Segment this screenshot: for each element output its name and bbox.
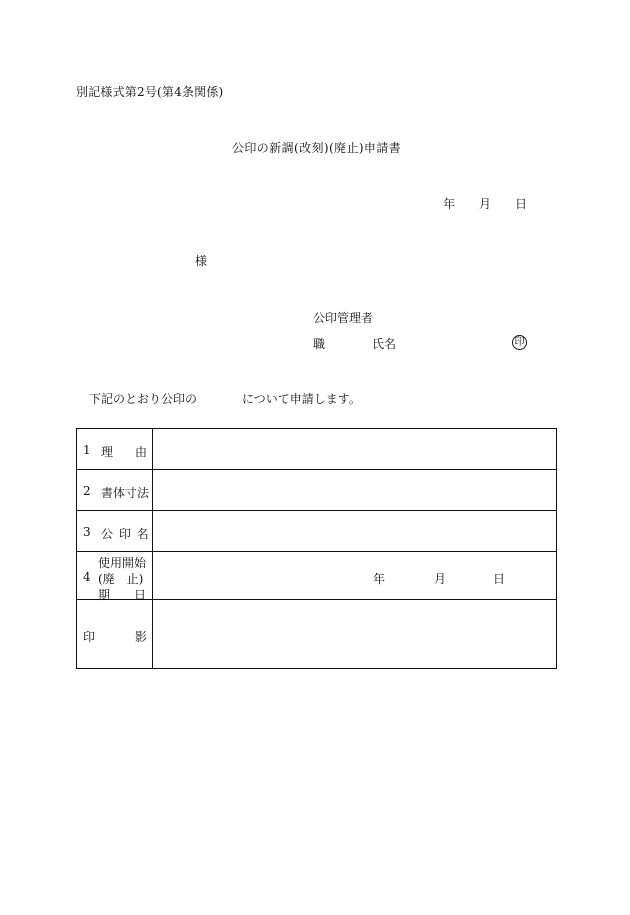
table-row [77, 470, 557, 511]
typeface-size-field[interactable] [153, 470, 557, 511]
addressee-suffix: 様 [195, 254, 208, 268]
position-label: 職 [313, 337, 326, 351]
row-label-start-date [77, 552, 153, 600]
row-label-line: (廃 止) [98, 572, 144, 586]
intro-text-before: 下記のとおり公印の [89, 392, 198, 406]
table-row [77, 600, 557, 669]
row-label-line: 使用開始 [98, 556, 147, 570]
seal-name-field[interactable] [153, 511, 557, 552]
table-row [77, 552, 557, 600]
row-label-part: 由 [135, 445, 148, 459]
row-label-typeface [77, 470, 153, 511]
row-number: 3 [83, 525, 91, 539]
seal-mark-text: 印 [514, 336, 525, 348]
intro-text-after: について申請します。 [242, 392, 361, 406]
name-label: 氏名 [372, 337, 397, 351]
table-date-month: 月 [434, 572, 447, 586]
reason-field[interactable] [153, 429, 557, 470]
table-row [77, 429, 557, 470]
row-label-text: 公 印 名 [101, 527, 150, 541]
row-label-reason [77, 429, 153, 470]
row-label-part: 影 [135, 630, 148, 644]
row-label-line: 期 日 [98, 588, 147, 602]
table-date-year: 年 [373, 572, 386, 586]
form-reference: 別記様式第2号(第4条関係) [76, 85, 224, 99]
date-year-label: 年 [443, 197, 456, 211]
application-table [76, 428, 557, 669]
row-number: 1 [83, 443, 91, 457]
row-number: 2 [83, 484, 91, 498]
row-label-text: 書体寸法 [101, 486, 150, 500]
document-title: 公印の新調(改刻)(廃止)申請書 [232, 141, 402, 155]
date-day-label: 日 [515, 197, 528, 211]
row-label-seal-impression [77, 600, 153, 669]
row-label-part: 印 [83, 630, 96, 644]
seal-impression-field[interactable] [153, 600, 557, 669]
start-date-field[interactable] [153, 552, 557, 600]
row-label-part: 理 [101, 445, 114, 459]
row-label-seal-name [77, 511, 153, 552]
table-row [77, 511, 557, 552]
table-date-day: 日 [493, 572, 506, 586]
date-month-label: 月 [479, 197, 492, 211]
row-number: 4 [83, 570, 91, 584]
applicant-role: 公印管理者 [313, 311, 374, 325]
seal-mark-icon [512, 335, 527, 350]
